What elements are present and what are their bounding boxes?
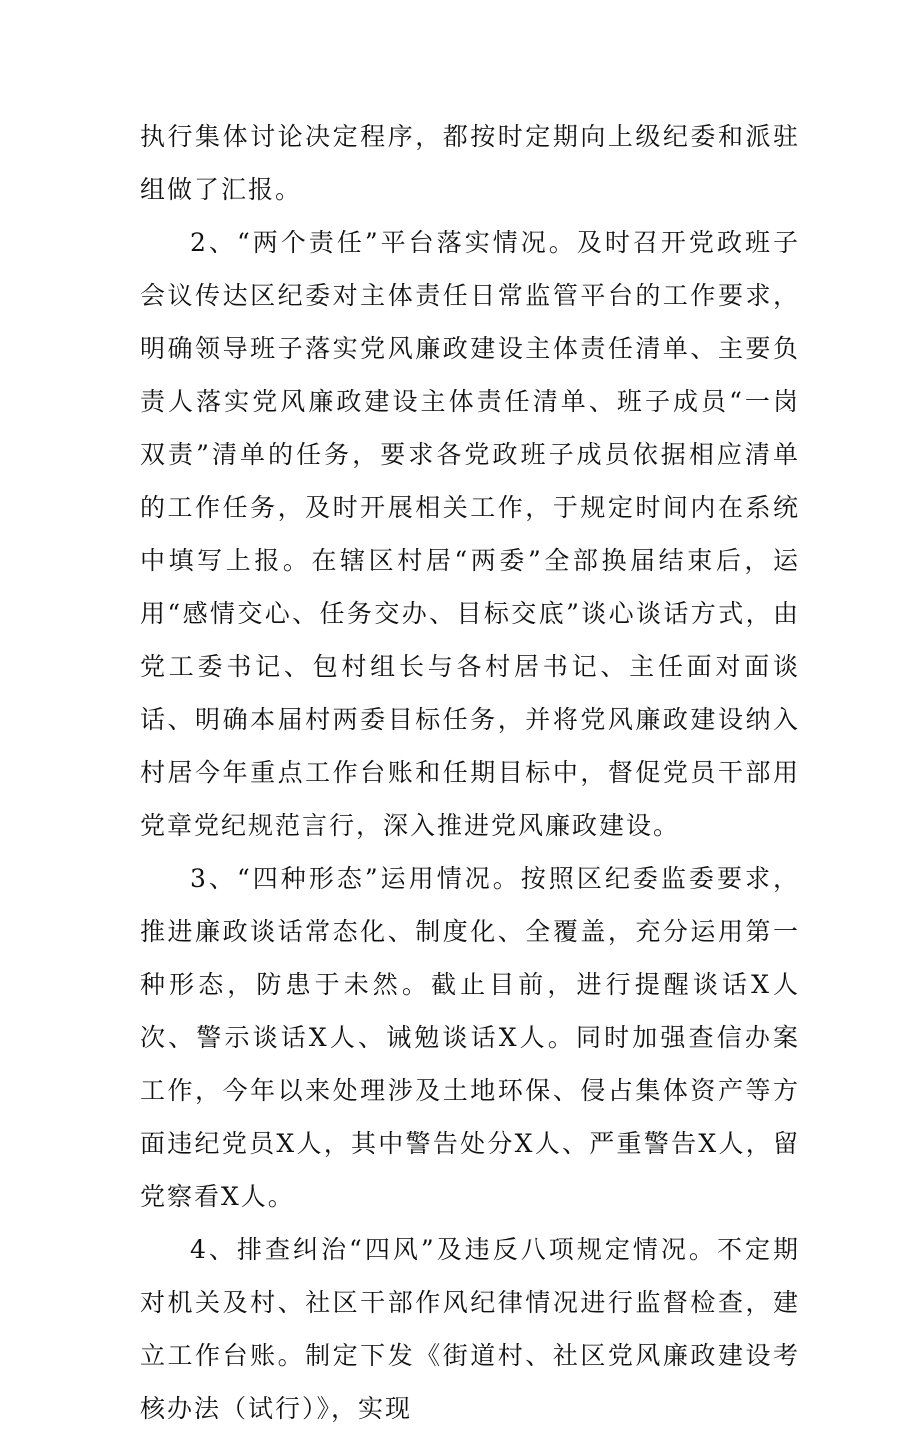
paragraph-continuation: 执行集体讨论决定程序，都按时定期向上级纪委和派驻组做了汇报。: [140, 122, 800, 204]
paragraph-two-responsibilities: 2、“两个责任”平台落实情况。及时召开党政班子会议传达区纪委对主体责任日常监管平台的工作要求，明确领导班子落实党风廉政建设主体责任清单、主要负责人落实党风廉政建设主体责任清单、班子成员“一岗双责”清单的任务，要求各党政班子成员依据相应清单的工作任务，及时开展相关工作，于规定时间内在系统中填写上报。在辖区村居“两委”全部换届结束后，运用“感情交心、任务交办、目标交底”谈心谈话方式，由党工委书记、包村组长与各村居书记、主任面对面谈话、明确本届村两委目标任务，并将党风廉政建设纳入村居今年重点工作台账和任期目标中，督促党员干部用党章党纪规范言行，深入推进党风廉政建设。: [140, 228, 800, 840]
document-page: [140, 110, 800, 1435]
paragraph-four-winds: 4、排查纠治“四风”及违反八项规定情况。不定期对机关及村、社区干部作风纪律情况进行监督检查，建立工作台账。制定下发《街道村、社区党风廉政建设考核办法（试行）》，实现: [140, 1235, 800, 1423]
paragraph-four-forms: 3、“四种形态”运用情况。按照区纪委监委要求，推进廉政谈话常态化、制度化、全覆盖，充分运用第一种形态，防患于未然。截止目前，进行提醒谈话X人次、警示谈话X人、诫勉谈话X人。同时加强查信办案工作，今年以来处理涉及土地环保、侵占集体资产等方面违纪党员X人，其中警告处分X人、严重警告X人，留党察看X人。: [140, 864, 800, 1211]
